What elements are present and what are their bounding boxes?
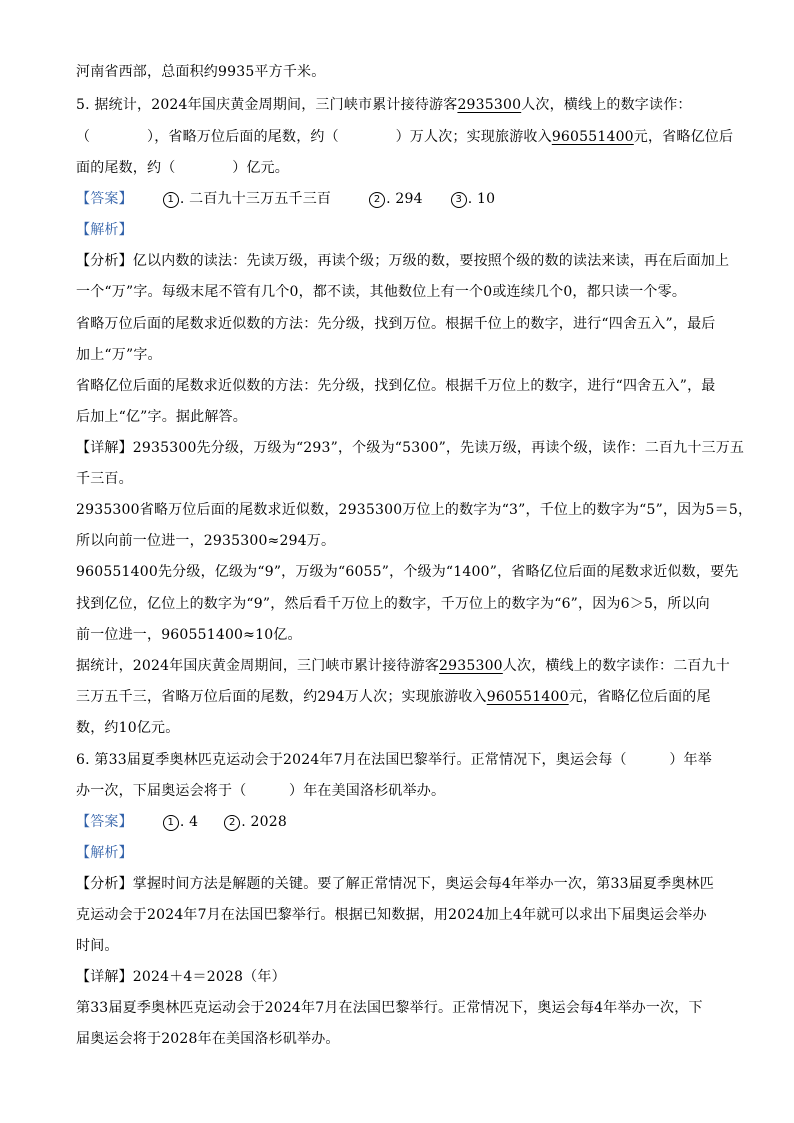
text-segment: 5. 据统计，2024年国庆黄金周期间，三门峡市累计接待游客 bbox=[76, 97, 458, 113]
answer-item: . 2028 bbox=[241, 814, 287, 830]
answer-item: . 294 bbox=[386, 191, 423, 207]
text-line: 省略亿位后面的尾数求近似数的方法：先分级，找到亿位。根据千万位上的数字，进行“四舍五入”，最 bbox=[76, 378, 716, 394]
text-line: 时间。 bbox=[76, 938, 119, 954]
text-line: 所以向前一位进一，2935300≈294万。 bbox=[76, 533, 336, 549]
underlined-number: 960551400 bbox=[551, 129, 634, 145]
underlined-number: 960551400 bbox=[486, 689, 569, 705]
text-line: 找到亿位，亿位上的数字为“9”，然后看千万位上的数字，千万位上的数字为“6”，因为6＞5，所以向 bbox=[76, 596, 710, 612]
text-line: 960551400先分级，亿级为“9”，万级为“6055”，个级为“1400”，省略亿位后面的尾数求近似数，要先 bbox=[76, 564, 739, 580]
question-6-answer bbox=[76, 811, 287, 833]
summary-line-3: 数，约10亿元。 bbox=[76, 720, 180, 736]
answer-label: 【答案】 bbox=[76, 814, 133, 830]
answer-item: . 二百九十三万五千三百 bbox=[179, 191, 332, 207]
text-line: 【分析】亿以内数的读法：先读万级，再读个级；万级的数，要按照个级的数的读法来读，再在后面加上 bbox=[76, 253, 730, 269]
text-segment: 人次，横线上的数字读作： bbox=[521, 97, 692, 113]
analysis-label: 【解析】 bbox=[76, 845, 133, 861]
text-line: 河南省西部，总面积约9935平方千米。 bbox=[76, 64, 326, 80]
text-line: 【详解】2024＋4＝2028（年） bbox=[76, 969, 286, 985]
text-line: 省略万位后面的尾数求近似数的方法：先分级，找到万位。根据千位上的数字，进行“四舍五入”，最后 bbox=[76, 316, 716, 332]
analysis-label: 【解析】 bbox=[76, 222, 133, 238]
text-segment: 人次，横线上的数字读作：二百九十 bbox=[502, 658, 730, 674]
underlined-number: 2935300 bbox=[439, 658, 503, 674]
text-line: 第33届夏季奥林匹克运动会于2024年7月在法国巴黎举行。正常情况下，奥运会每4年举办一次，下 bbox=[76, 1000, 703, 1016]
answer-item: . 4 bbox=[179, 814, 199, 830]
question-5-line-2 bbox=[76, 126, 733, 148]
question-5-line-3: 面的尾数，约（ ）亿元。 bbox=[76, 160, 289, 176]
text-line: 后加上“亿”字。据此解答。 bbox=[76, 409, 247, 425]
question-6-line-1: 6. 第33届夏季奥林匹克运动会于2024年7月在法国巴黎举行。正常情况下，奥运会每（ ）年举 bbox=[76, 752, 712, 768]
answer-label: 【答案】 bbox=[76, 191, 133, 207]
question-5-line-1 bbox=[76, 94, 692, 116]
question-6-line-2: 办一次，下届奥运会将于（ ）年在美国洛杉矶举办。 bbox=[76, 783, 446, 799]
circled-number-icon: 2 bbox=[224, 815, 240, 831]
text-line: 届奥运会将于2028年在美国洛杉矶举办。 bbox=[76, 1031, 340, 1047]
text-segment: 据统计，2024年国庆黄金周期间，三门峡市累计接待游客 bbox=[76, 658, 440, 674]
summary-line-2 bbox=[76, 686, 711, 708]
text-line: 2935300省略万位后面的尾数求近似数，2935300万位上的数字为“3”，千位上的数字为“5”，因为5＝5， bbox=[76, 502, 753, 518]
text-line: 千三百。 bbox=[76, 471, 133, 487]
text-line: 前一位进一，960551400≈10亿。 bbox=[76, 627, 302, 643]
circled-number-icon: 1 bbox=[163, 192, 179, 208]
text-segment: （ ），省略万位后面的尾数，约（ ）万人次；实现旅游收入 bbox=[76, 129, 552, 145]
text-line: 克运动会于2024年7月在法国巴黎举行。根据已知数据，用2024加上4年就可以求出下届奥运会举办 bbox=[76, 907, 707, 923]
text-line: 【详解】2935300先分级，万级为“293”，个级为“5300”，先读万级，再读个级，读作：二百九十三万五 bbox=[76, 440, 745, 456]
circled-number-icon: 3 bbox=[451, 192, 467, 208]
answer-item: . 10 bbox=[467, 191, 496, 207]
text-line: 【分析】掌握时间方法是解题的关键。要了解正常情况下，奥运会每4年举办一次，第33届夏季奥林匹 bbox=[76, 876, 714, 892]
text-segment: 元，省略亿位后 bbox=[633, 129, 734, 145]
text-line: 加上“万”字。 bbox=[76, 347, 162, 363]
question-5-answer bbox=[76, 188, 495, 210]
text-line: 一个“万”字。每级末尾不管有几个0，都不读，其他数位上有一个0或连续几个0，都只读一个零。 bbox=[76, 284, 687, 300]
text-segment: 三万五千三，省略万位后面的尾数，约294万人次；实现旅游收入 bbox=[76, 689, 487, 705]
circled-number-icon: 1 bbox=[163, 815, 179, 831]
circled-number-icon: 2 bbox=[369, 192, 385, 208]
summary-line-1 bbox=[76, 655, 730, 677]
text-segment: 元，省略亿位后面的尾 bbox=[568, 689, 711, 705]
underlined-number: 2935300 bbox=[457, 97, 522, 113]
